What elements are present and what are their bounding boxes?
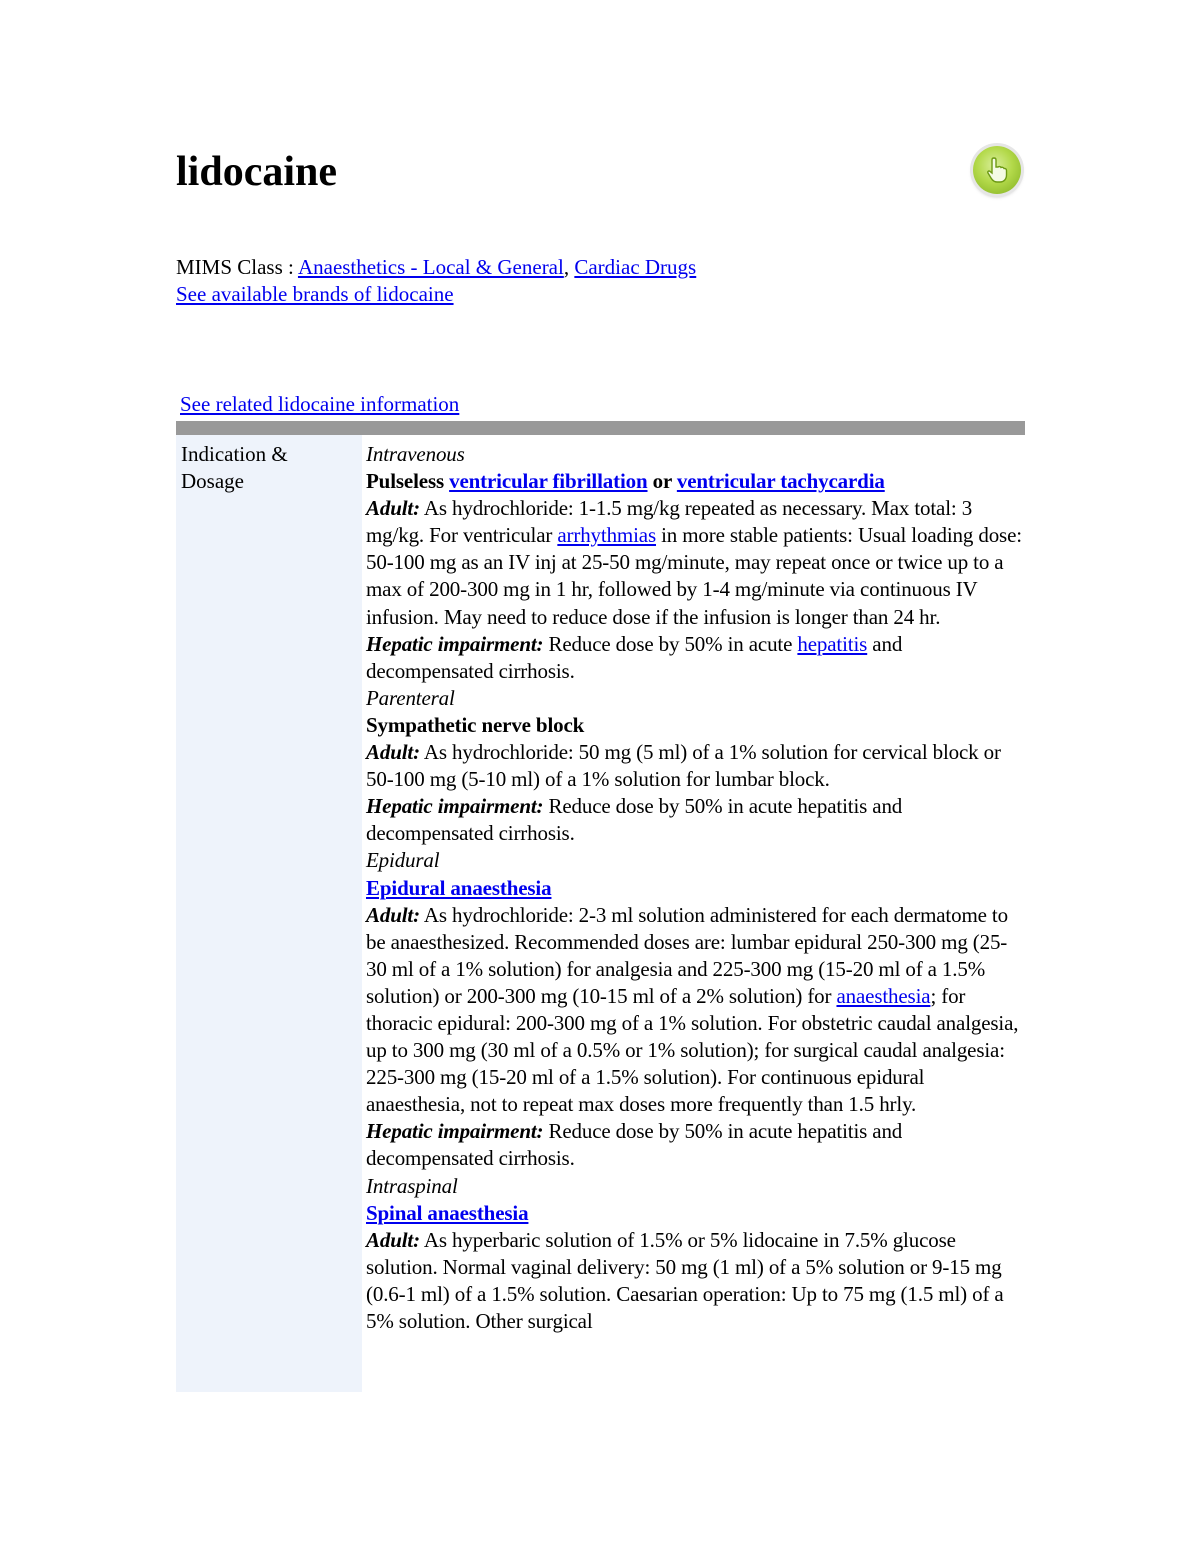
mims-class-line (176, 254, 696, 281)
hepatic-text: Reduce dose by 50% in acute hepatitis and decompensated cirrhosis. (366, 794, 903, 846)
arrhythmias-link[interactable]: arrhythmias (557, 523, 656, 548)
hepatic-text: Reduce dose by 50% in acute hepatitis and decompensated cirrhosis. (366, 1119, 903, 1171)
adult-text: As hydrochloride: 1-1.5 mg/kg repeated as necessary. Max total: 3 mg/kg. For ventricular (366, 496, 973, 548)
parenteral-hepatic-impairment (366, 793, 1026, 847)
iv-hepatic-impairment (366, 631, 1026, 685)
indication-label-cell (176, 435, 362, 1392)
ventricular-tachycardia-link[interactable]: ventricular tachycardia (676, 469, 885, 494)
epidural-adult-dosage (366, 902, 1026, 1119)
indication-heading-epidural (366, 875, 1026, 902)
route-intraspinal: Intraspinal (366, 1173, 458, 1198)
cardiac-drugs-class-link[interactable]: Cardiac Drugs (574, 255, 697, 279)
heading-prefix: Pulseless (366, 469, 450, 494)
page-title: lidocaine (176, 149, 338, 195)
related-line (180, 391, 459, 418)
related-information-link[interactable]: See related lidocaine information (180, 392, 460, 416)
intraspinal-adult-dosage (366, 1227, 1026, 1335)
adult-text: As hydrochloride: 2-3 ml solution administered for each dermatome to be anaesthesized. Recommended doses are: lumbar epidural 250-300 mg (25-30 ml of a 1% solution) for analgesia and 225-300 mg (15-20 ml of a 1.5% solution) or 200-300 mg (10-15 ml of a 2% solution) for (366, 902, 1008, 1008)
adult-text-continued: ; for thoracic epidural: 200-300 mg of a 1% solution. For obstetric caudal analgesia, up to 300 mg (30 ml of a 0.5% or 1% solution); for surgical caudal analgesia: 225-300 mg (15-20 ml of a 1.5% solution). For continuous epidural anaesthesia, not to repeat max doses more frequently than 1.5 hrly. (366, 983, 1019, 1117)
adult-label: Adult: (366, 740, 420, 765)
hepatic-label: Hepatic impairment: (366, 631, 544, 656)
spinal-anaesthesia-link[interactable]: Spinal anaesthesia (366, 1200, 529, 1225)
route-intravenous: Intravenous (366, 442, 465, 466)
epidural-hepatic-impairment (366, 1118, 1026, 1172)
anaesthetics-class-link[interactable]: Anaesthetics - Local & General (297, 255, 564, 279)
hepatic-text: Reduce dose by 50% in acute (543, 631, 798, 656)
class-separator: , (563, 255, 575, 279)
heading-conjunction: or (647, 469, 677, 494)
dosage-content-cell (366, 441, 1026, 1335)
anaesthesia-link[interactable]: anaesthesia (836, 983, 931, 1008)
adult-label: Adult: (366, 1227, 420, 1252)
route-parenteral: Parenteral (366, 685, 455, 710)
indication-heading-sympathetic: Sympathetic nerve block (366, 712, 585, 737)
print-button[interactable] (973, 146, 1021, 194)
iv-adult-dosage (366, 495, 1026, 630)
table-header-bar (176, 421, 1025, 435)
indication-dosage-label: Indication & Dosage (181, 442, 288, 493)
indication-heading-pulseless (366, 468, 1026, 495)
mims-class-label: MIMS Class : (176, 255, 298, 279)
brands-line (176, 281, 454, 308)
adult-label: Adult: (366, 902, 420, 927)
adult-text: As hydrochloride: 50 mg (5 ml) of a 1% solution for cervical block or 50-100 mg (5-10 ml) of a 1% solution for lumbar block. (366, 740, 1001, 792)
adult-text: As hyperbaric solution of 1.5% or 5% lidocaine in 7.5% glucose solution. Normal vaginal delivery: 50 mg (1 ml) of a 5% solution or 9-15 mg (0.6-1 ml) of a 1.5% solution. Caesarian operation: Up to 75 mg (1.5 ml) of a 5% solution. Other surgical (366, 1227, 1004, 1333)
hepatic-text-continued: and decompensated cirrhosis. (366, 631, 903, 683)
hepatic-label: Hepatic impairment: (366, 794, 544, 819)
hepatic-label: Hepatic impairment: (366, 1119, 544, 1144)
indication-heading-spinal (366, 1200, 1026, 1227)
adult-label: Adult: (366, 496, 420, 521)
hepatitis-link[interactable]: hepatitis (797, 631, 868, 656)
adult-text-continued: in more stable patients: Usual loading dose: 50-100 mg as an IV inj at 25-50 mg/minute, may repeat once or twice up to a max of 200-300 mg in 1 hr, followed by 1-4 mg/minute via continuous IV infusion. May need to reduce dose if the infusion is longer than 24 hr. (366, 523, 1022, 629)
epidural-anaesthesia-link[interactable]: Epidural anaesthesia (366, 875, 552, 900)
available-brands-link[interactable]: See available brands of lidocaine (176, 282, 454, 306)
ventricular-fibrillation-link[interactable]: ventricular fibrillation (449, 469, 648, 494)
parenteral-adult-dosage (366, 739, 1026, 793)
route-epidural: Epidural (366, 848, 440, 873)
hand-pointer-icon (985, 156, 1009, 184)
